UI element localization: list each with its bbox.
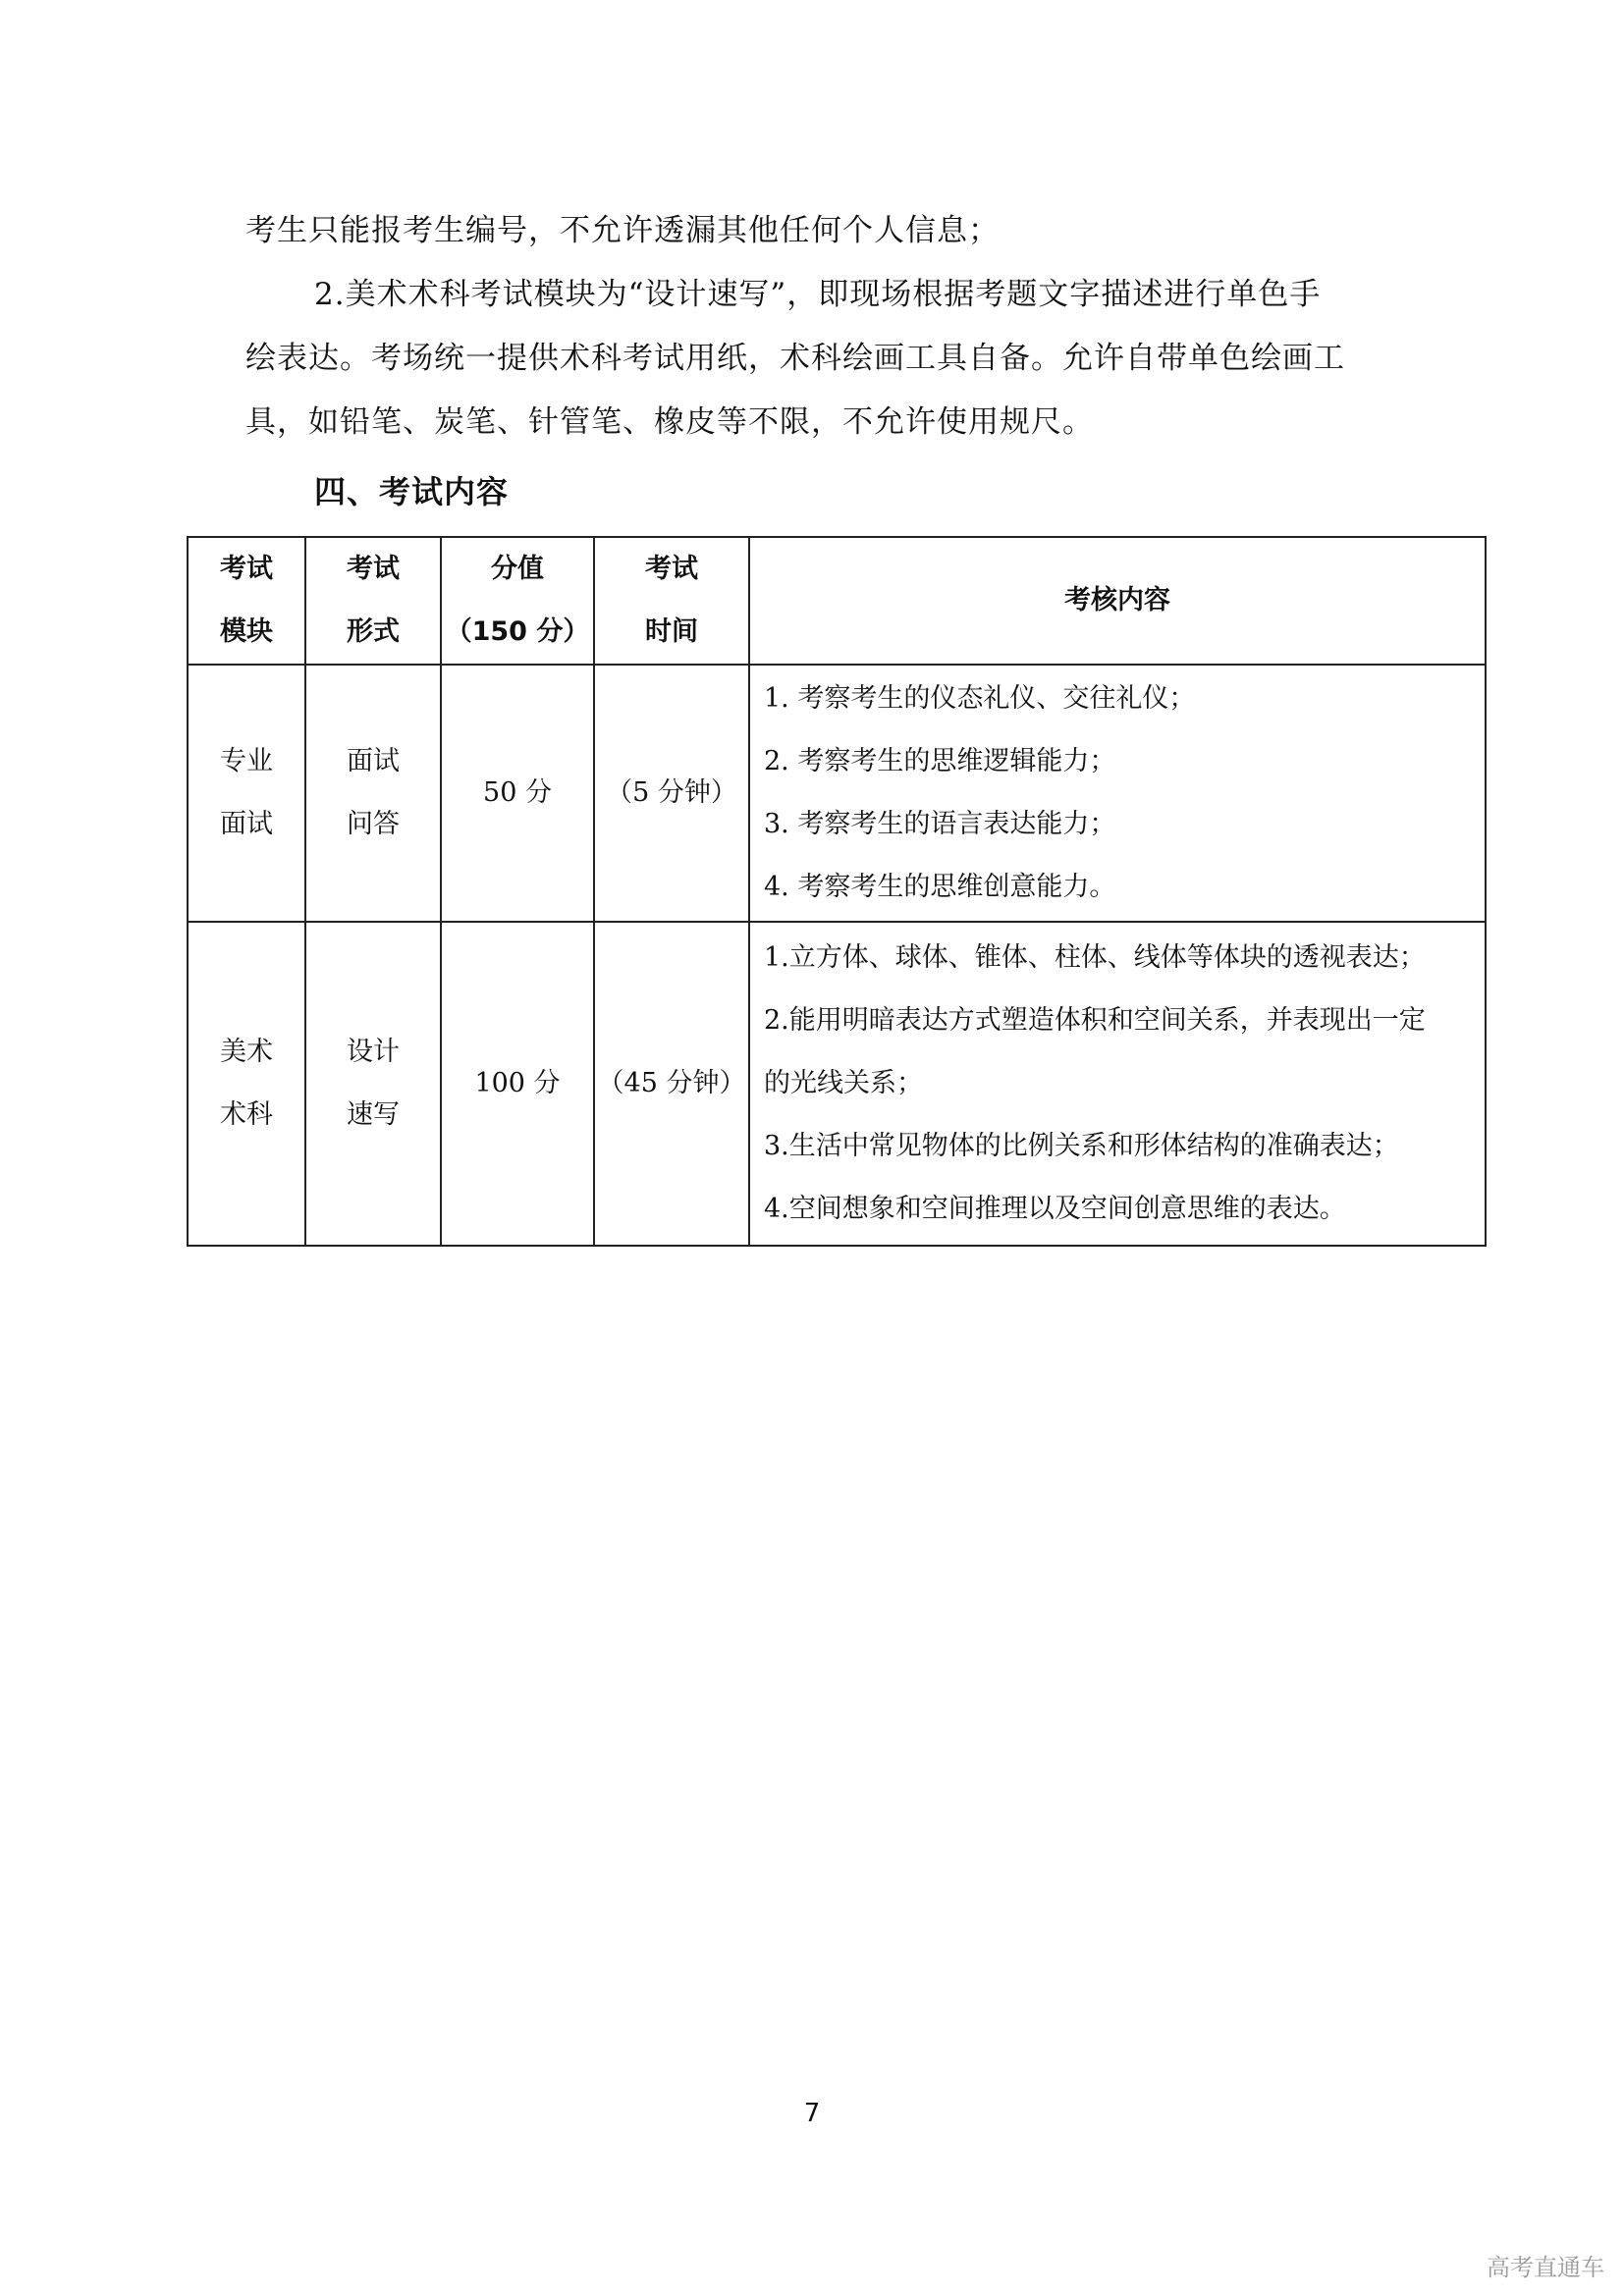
header-module: 考试 模块 [188, 537, 305, 665]
cell-module: 美术 术科 [188, 922, 305, 1246]
table-row [188, 665, 1486, 922]
content-item: 1.立方体、球体、锥体、柱体、线体等体块的透视表达； [764, 942, 1426, 973]
exam-content-table [187, 536, 1487, 1247]
content-item: 2.能用明暗表达方式塑造体积和空间关系，并表现出一定 [764, 1005, 1426, 1036]
section-heading: 四、考试内容 [314, 473, 510, 510]
content-item: 3.生活中常见物体的比例关系和形体结构的准确表达； [764, 1131, 1399, 1161]
watermark: 高考直通车 [1487, 2254, 1604, 2281]
cell-time: （45 分钟） [594, 922, 749, 1246]
cell-form: 设计 速写 [305, 922, 441, 1246]
content-item: 1. 考察考生的仪态礼仪、交往礼仪； [764, 683, 1196, 714]
paragraph-line: 具，如铅笔、炭笔、针管笔、橡皮等不限，不允许使用规尺。 [245, 404, 1094, 440]
cell-content [749, 665, 1486, 922]
paragraph-line: 考生只能报考生编号，不允许透漏其他任何个人信息； [245, 213, 1000, 248]
header-form: 考试 形式 [305, 537, 441, 665]
header-content: 考核内容 [749, 537, 1486, 665]
content-item: 4. 考察考生的思维创意能力。 [764, 872, 1116, 902]
page-number: 7 [803, 2099, 821, 2128]
table-header-row [188, 537, 1486, 665]
cell-time: （5 分钟） [594, 665, 749, 922]
cell-form: 面试 问答 [305, 665, 441, 922]
content-item: 3. 考察考生的语言表达能力； [764, 809, 1116, 839]
cell-score: 100 分 [441, 922, 594, 1246]
cell-score: 50 分 [441, 665, 594, 922]
paragraph-line: 绘表达。考场统一提供术科考试用纸，术科绘画工具自备。允许自带单色绘画工 [245, 341, 1345, 376]
header-score: 分值 （150 分） [441, 537, 594, 665]
table-row [188, 922, 1486, 1246]
content-item: 4.空间想象和空间推理以及空间创意思维的表达。 [764, 1194, 1346, 1224]
content-item: 2. 考察考生的思维逻辑能力； [764, 746, 1116, 776]
paragraph-line: 2.美术术科考试模块为“设计速写”，即现场根据考题文字描述进行单色手 [314, 277, 1322, 312]
content-item: 的光线关系； [764, 1068, 923, 1098]
cell-content [749, 922, 1486, 1246]
cell-module: 专业 面试 [188, 665, 305, 922]
header-time: 考试 时间 [594, 537, 749, 665]
